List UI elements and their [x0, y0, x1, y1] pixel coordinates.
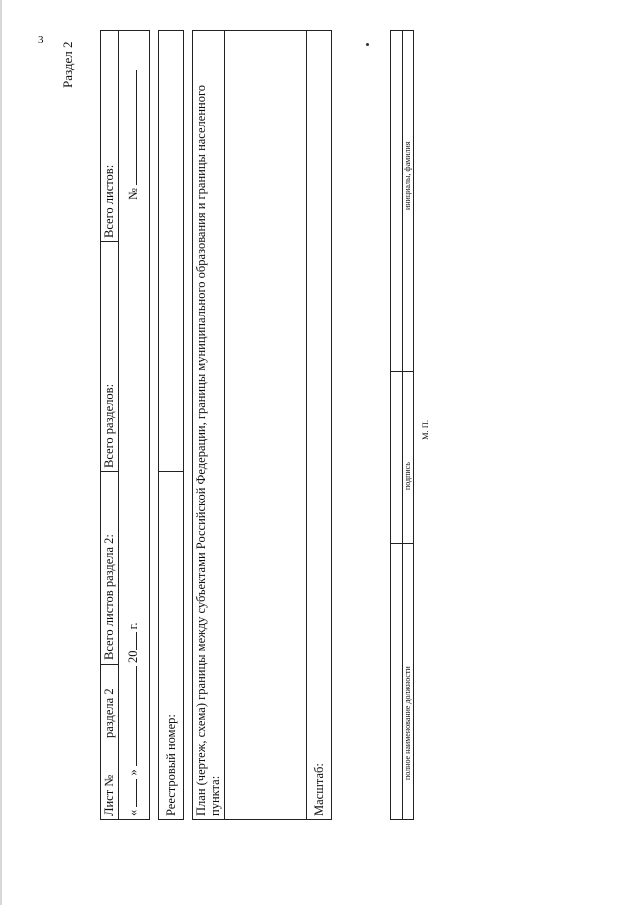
scan-edge	[0, 0, 2, 905]
plan-header-divider	[224, 30, 225, 820]
total-sections-label: Всего разделов:	[102, 383, 116, 468]
name-caption: инициалы, фамилия	[403, 141, 412, 210]
date-close-quote: »	[126, 769, 140, 776]
date-year-suffix: г.	[126, 622, 140, 630]
header-col-divider-3	[100, 241, 118, 242]
plan-drawing-area	[226, 34, 304, 816]
page-number: 3	[38, 34, 44, 46]
section-ref-label: раздела 2	[102, 688, 116, 738]
total-sheets-label: Всего листов:	[102, 164, 116, 238]
registry-number-label: Реестровый номер:	[164, 714, 178, 816]
date-line	[126, 623, 141, 816]
sheet-number-label: Лист №	[102, 774, 116, 816]
scale-label: Масштаб:	[312, 763, 326, 816]
plan-scale-divider	[306, 30, 307, 820]
date-year-prefix: 20	[126, 650, 140, 663]
section-label: Раздел 2	[60, 41, 75, 89]
scan-dot	[366, 43, 369, 46]
date-open-quote: «	[126, 809, 140, 816]
total-sheets-section-label: Всего листов раздела 2:	[102, 534, 116, 660]
number-field	[126, 70, 141, 200]
date-year-field	[136, 633, 137, 651]
plan-title: План (чертеж, схема) границы между субъектами Российской Федерации, границы муниципального образования и границы населенного пункта:	[194, 84, 222, 816]
header-col-divider-1	[100, 664, 118, 665]
registry-divider	[158, 471, 184, 472]
registry-block	[158, 30, 184, 820]
form-sheet	[100, 30, 430, 820]
position-caption: полное наименование должности	[403, 666, 412, 780]
signature-caption: подпись	[403, 462, 412, 490]
date-day-field	[136, 779, 137, 807]
header-divider	[118, 30, 119, 820]
header-col-divider-2	[100, 471, 118, 472]
date-month-field	[136, 666, 137, 766]
stamp-caption: М. П.	[420, 419, 430, 440]
number-blank	[136, 70, 137, 185]
number-sign: №	[126, 188, 140, 200]
